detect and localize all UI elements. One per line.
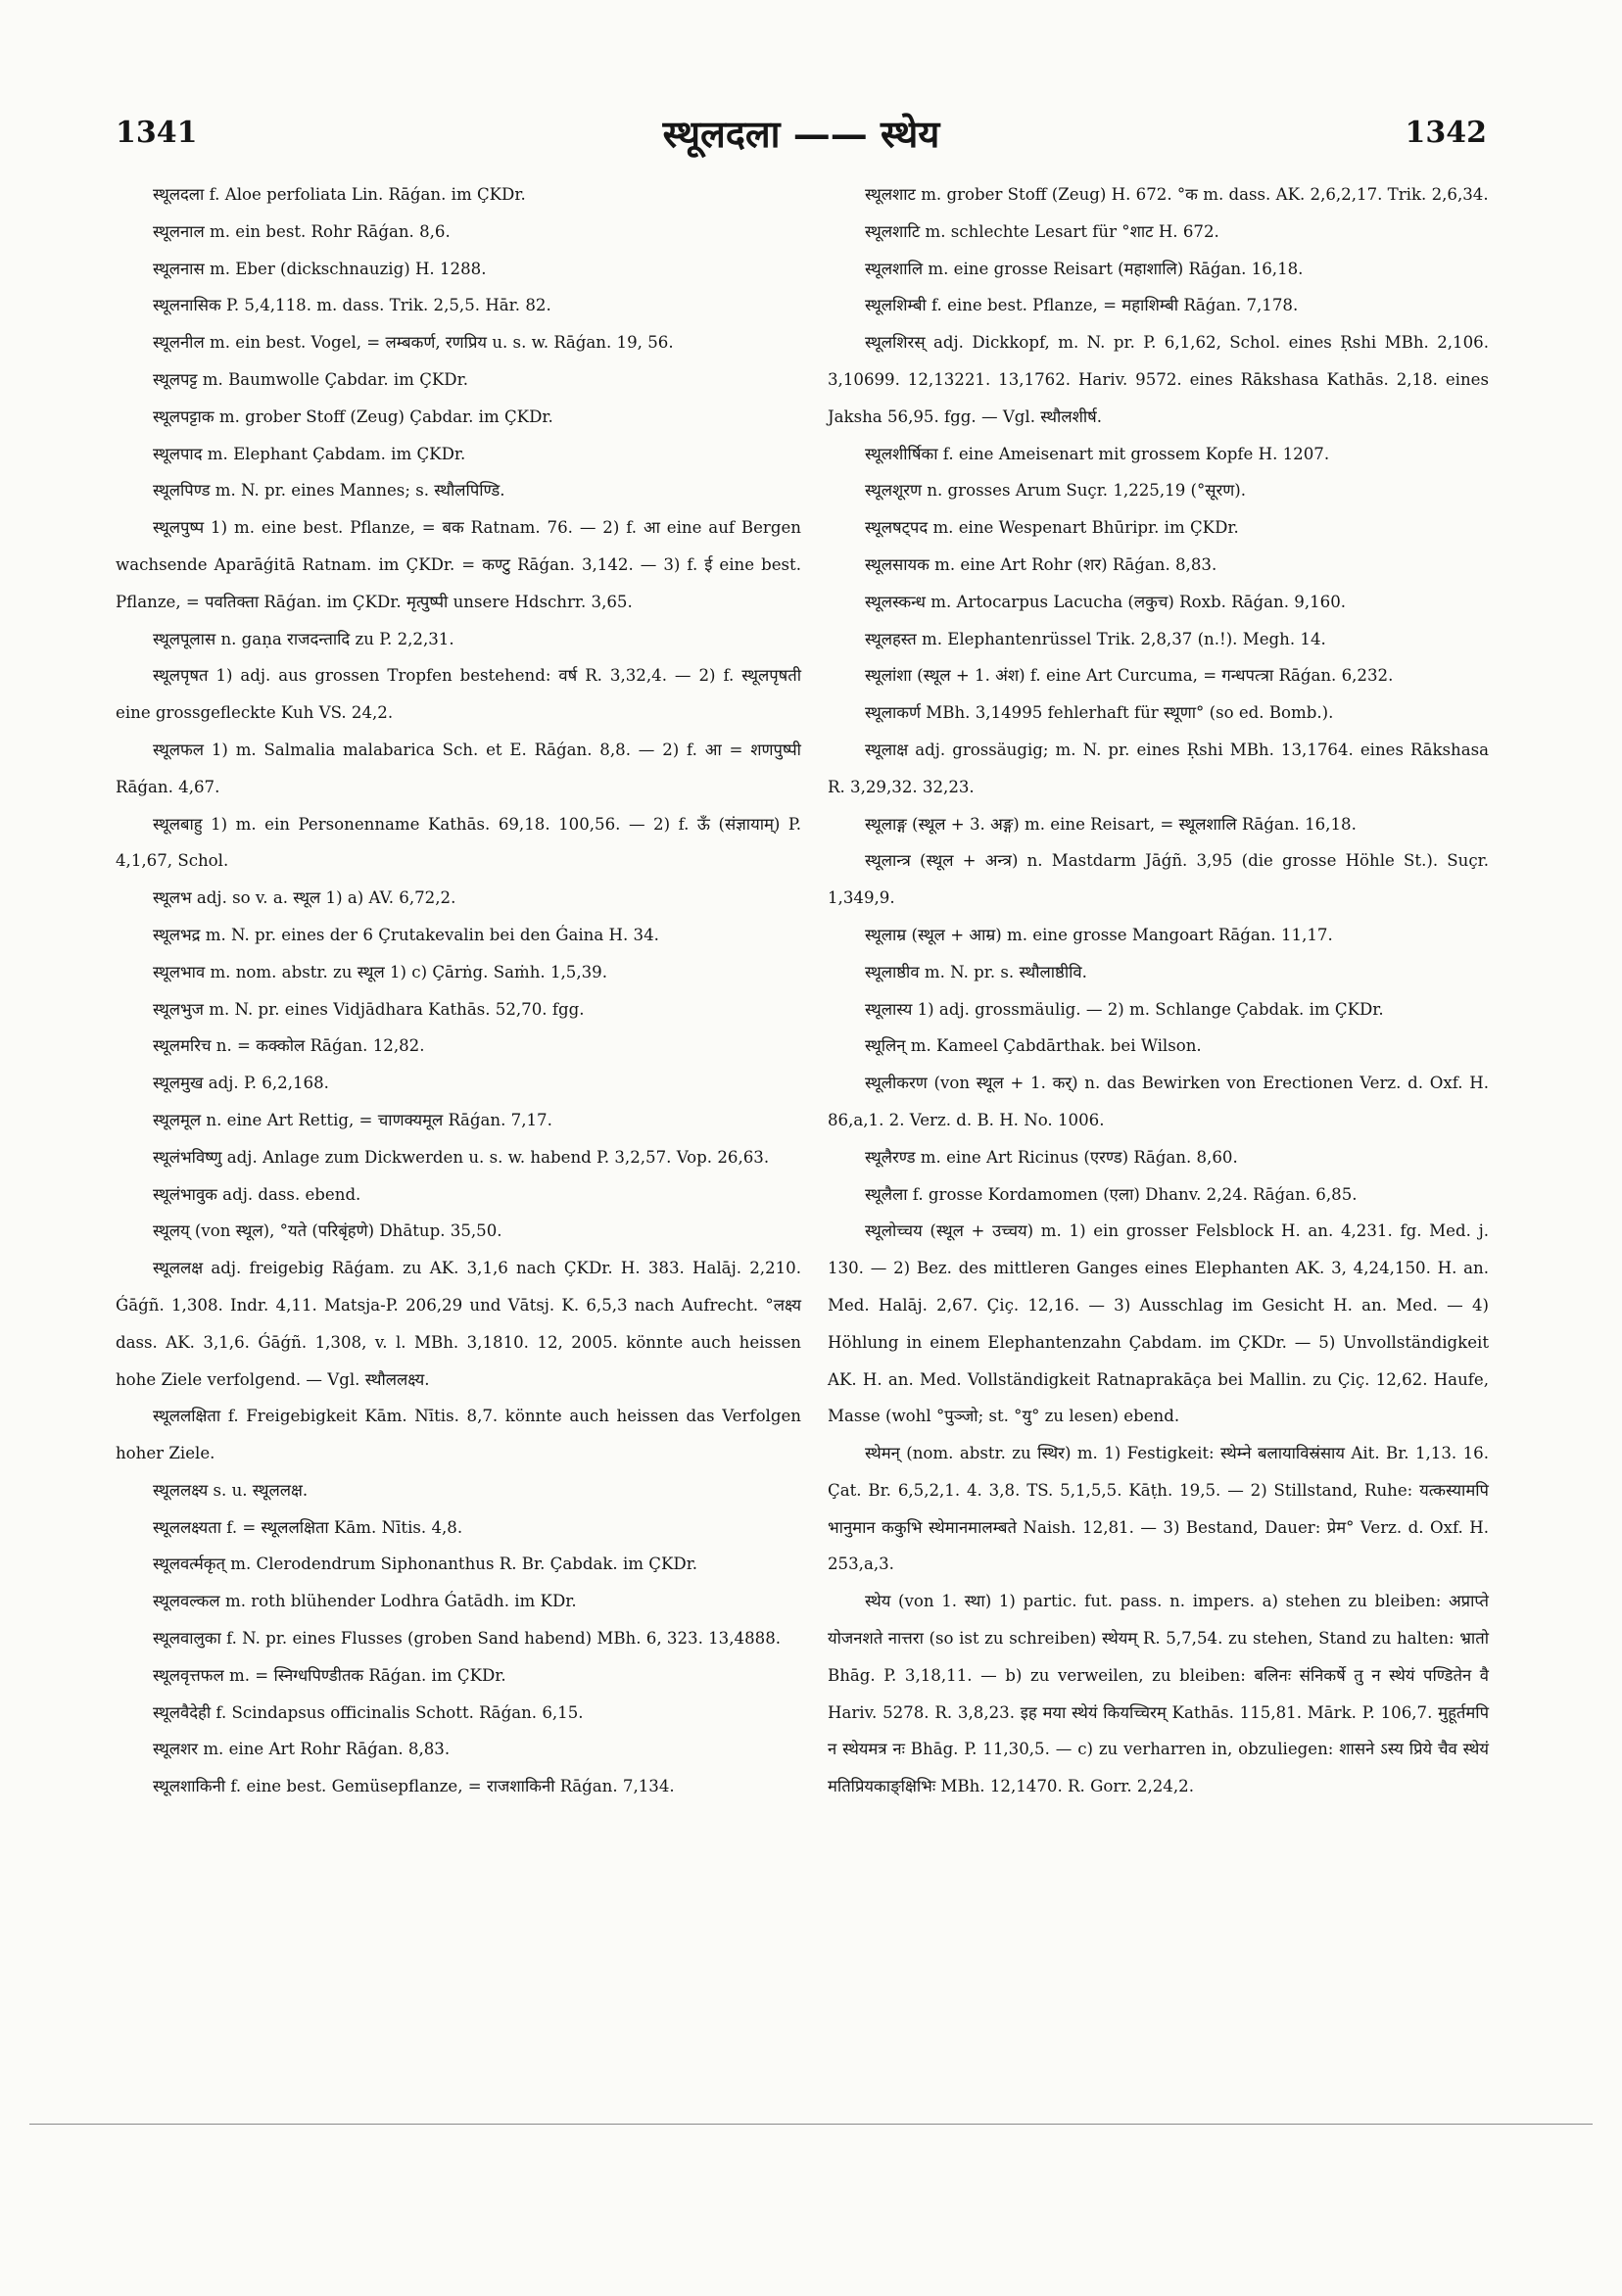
dictionary-entry: स्थूलमूल n. eine Art Rettig, = चाणक्यमूल Rāǵan. 7,17. [153, 1110, 552, 1129]
running-title: स्थूलदला —— स्थेय [662, 112, 940, 156]
dictionary-entry: स्थूलभ adj. so v. a. स्थूल 1) a) AV. 6,72,2. [153, 888, 456, 908]
dictionary-entry: स्थूलनील m. ein best. Vogel, = लम्बकर्ण, रणप्रिय u. s. w. Rāǵan. 19, 56. [153, 333, 674, 353]
dictionary-entry: स्थूलनाल m. ein best. Rohr Rāǵan. 8,6. [153, 221, 451, 241]
dictionary-entry: स्थूलवर्त्मकृत् m. Clerodendrum Siphonanthus R. Br. Çabdak. im ÇKDr. [153, 1555, 698, 1574]
dictionary-entry: स्थूलवल्कल m. roth blühender Lodhra Ǵatādh. im KDr. [153, 1592, 577, 1611]
dictionary-entry: स्थूलशिरस् adj. Dickkopf, m. N. pr. P. 6,1,62, Schol. eines Ṛshi MBh. 2,106. 3,10699. 12,13221. 13,1762. Hariv. 9572. eines Rākshasa Kathās. 2,18. eines Jaksha 56,95. fgg. — Vgl. स्थौलशीर्ष. [828, 333, 1489, 426]
dictionary-entry: स्थूलपट्ट m. Baumwolle Çabdar. im ÇKDr. [153, 369, 468, 389]
dictionary-entry: स्थूलपुष्प 1) m. eine best. Pflanze, = बक Ratnam. 76. — 2) f. आ eine auf Bergen wachsende Aparāǵitā Ratnam. im ÇKDr. = कण्टु Rāǵan. 3,142. — 3) f. ई eine best. Pflanze, = पवतिक्ता Rāǵan. im ÇKDr. मृत्पुष्पी unsere Hdschrr. 3,65. [116, 518, 801, 611]
dictionary-entry: स्थूलपिण्ड m. N. pr. eines Mannes; s. स्थौलपिण्डि. [153, 481, 505, 501]
dictionary-entry: स्थूलहस्त m. Elephantenrüssel Trik. 2,8,37 (n.!). Megh. 14. [865, 629, 1326, 648]
dictionary-entry: स्थूलंभविष्णु adj. Anlage zum Dickwerden u. s. w. habend P. 3,2,57. Vop. 26,63. [153, 1147, 770, 1167]
dictionary-entry: स्थूलपूलास n. gaṇa राजदन्तादि zu P. 2,2,31. [153, 629, 454, 648]
dictionary-entry: स्थूलस्कन्ध m. Artocarpus Lacucha (लकुच) Roxb. Rāǵan. 9,160. [865, 592, 1347, 611]
dictionary-entry: स्थूलाष्ठीव m. N. pr. s. स्थौलाष्ठीवि. [865, 962, 1087, 981]
page-number-left: 1341 [116, 116, 198, 150]
dictionary-entry: स्थूलनासिक P. 5,4,118. m. dass. Trik. 2,5,5. Hār. 82. [153, 296, 551, 315]
dictionary-entry: स्थूलोच्चय (स्थूल + उच्चय) m. 1) ein grosser Felsblock H. an. 4,231. fg. Med. j. 130. — 2) Bez. des mittleren Ganges eines Elephanten AK. 3, 4,24,150. H. an. Med. Halāj. 2,67. Çiç. 12,16. — 3) Ausschlag im Gesicht H. an. Med. — 4) Höhlung in einem Elephantenzahn Çabdam. im ÇKDr. — 5) Unvollständigkeit AK. H. an. Med. Vollständigkeit Ratnaprakāça bei Mallin. zu Çiç. 12,62. Haufe, Masse (wohl °पुञ्जो; st. °यु° zu lesen) ebend. [828, 1221, 1489, 1426]
dictionary-entry: स्थूलांशा (स्थूल + 1. अंश) f. eine Art Curcuma, = गन्धपत्त्रा Rāǵan. 6,232. [865, 666, 1394, 686]
dictionary-entry: स्थूलनास m. Eber (dickschnauzig) H. 1288. [153, 259, 487, 278]
dictionary-entry: स्थूलशाटि m. schlechte Lesart für °शाट H. 672. [865, 221, 1219, 241]
dictionary-entry: स्थूलैला f. grosse Kordamomen (एला) Dhanv. 2,24. Rāǵan. 6,85. [865, 1184, 1358, 1204]
dictionary-entry: स्थूलाकर्ण MBh. 3,14995 fehlerhaft für स्थूणा° (so ed. Bomb.). [865, 703, 1334, 723]
dictionary-entry: स्थूलपाद m. Elephant Çabdam. im ÇKDr. [153, 444, 466, 463]
dictionary-entry: स्थूलय् (von स्थूल), °यते (परिबृंहणे) Dhātup. 35,50. [153, 1221, 502, 1241]
dictionary-entry: स्थूलशाकिनी f. eine best. Gemüsepflanze, = राजशाकिनी Rāǵan. 7,134. [153, 1777, 675, 1796]
dictionary-entry: स्थूलभाव m. nom. abstr. zu स्थूल 1) c) Çārṅg. Saṁh. 1,5,39. [153, 962, 608, 981]
dictionary-entry: स्थूलषट्पद m. eine Wespenart Bhūripr. im ÇKDr. [865, 518, 1239, 538]
dictionary-entry: स्थूलशूरण n. grosses Arum Suçr. 1,225,19 (°सूरण). [865, 481, 1247, 501]
dictionary-entry: स्थूललक्षिता f. Freigebigkeit Kām. Nītis. 8,7. könnte auch heissen das Verfolgen hoher Ziele. [116, 1407, 801, 1463]
dictionary-entry: स्थूलिन् m. Kameel Çabdārthak. bei Wilson. [865, 1036, 1202, 1056]
dictionary-entry: स्थेमन् (nom. abstr. zu स्थिर) m. 1) Festigkeit: स्थेम्ने बलायाविस्रंसाय Ait. Br. 1,13. 16. Çat. Br. 6,5,2,1. 4. 3,8. TS. 5,1,5,5. Kāṭh. 19,5. — 2) Stillstand, Ruhe: यत्कस्यामपि भानुमान ककुभि स्थेमानमालम्बते Naish. 12,81. — 3) Bestand, Dauer: प्रेम° Verz. d. Oxf. H. 253,a,3. [828, 1444, 1489, 1574]
dictionary-entry: स्थूलाङ्ग (स्थूल + 3. अङ्ग) m. eine Reisart, = स्थूलशालि Rāǵan. 16,18. [865, 814, 1357, 834]
dictionary-entry: स्थूललक्ष्यता f. = स्थूललक्षिता Kām. Nītis. 4,8. [153, 1517, 463, 1537]
dictionary-entry: स्थूलसायक m. eine Art Rohr (शर) Rāǵan. 8,83. [865, 554, 1217, 574]
dictionary-entry: स्थूलपृषत 1) adj. aus grossen Tropfen bestehend: वर्ष R. 3,32,4. — 2) f. स्थूलपृषती eine grossgefleckte Kuh VS. 24,2. [116, 666, 801, 723]
dictionary-entry: स्थूलमरिच n. = कक्कोल Rāǵan. 12,82. [153, 1036, 425, 1056]
dictionary-entry: स्थूललक्ष adj. freigebig Rāǵam. zu AK. 3,1,6 nach ÇKDr. H. 383. Halāj. 2,210. Ǵāǵñ. 1,308. Indr. 4,11. Matsja-P. 206,29 und Vātsj. K. 6,5,3 nach Aufrecht. °लक्ष्य dass. AK. 3,1,6. Ǵāǵñ. 1,308, v. l. MBh. 3,1810. 12, 2005. könnte auch heissen hohe Ziele verfolgend. — Vgl. स्थौललक्ष्य. [116, 1259, 801, 1389]
dictionary-entry: स्थूलीकरण (von स्थूल + 1. कर्) n. das Bewirken von Erectionen Verz. d. Oxf. H. 86,a,1. 2. Verz. d. B. H. No. 1006. [828, 1074, 1489, 1129]
dictionary-entry: स्थूलवालुका f. N. pr. eines Flusses (groben Sand habend) MBh. 6, 323. 13,4888. [153, 1629, 782, 1649]
dictionary-entry: स्थूलैरण्ड m. eine Art Ricinus (एरण्ड) Rāǵan. 8,60. [865, 1147, 1238, 1167]
dictionary-entry: स्थूलास्य 1) adj. grossmäulig. — 2) m. Schlange Çabdak. im ÇKDr. [865, 999, 1384, 1019]
dictionary-entry: स्थूलशालि m. eine grosse Reisart (महाशालि) Rāǵan. 16,18. [865, 259, 1304, 278]
dictionary-entry: स्थूलभद्र m. N. pr. eines der 6 Çrutakevalin bei den Ǵaina H. 34. [153, 925, 659, 944]
left-column [116, 176, 801, 1805]
dictionary-entry: स्थेय (von 1. स्था) 1) partic. fut. pass. n. impers. a) stehen zu bleiben: अप्राप्ते योजनशते नात्तरा (so ist zu schreiben) स्थेयम् R. 5,7,54. zu stehen, Stand zu halten: भ्रातो Bhāg. P. 3,18,11. — b) zu verweilen, zu bleiben: बलिनः संनिकर्षे तु न स्थेयं पण्डितेन वै Hariv. 5278. R. 3,8,23. इह मया स्थेयं कियच्चिरम् Kathās. 115,81. Mārk. P. 106,7. मुहूर्तमपि न स्थेयमत्र नः Bhāg. P. 11,30,5. — c) zu verharren in, obzuliegen: शासने ऽस्य प्रिये चैव स्थेयं मतिप्रियकाङ्क्षिभिः MBh. 12,1470. R. Gorr. 2,24,2. [828, 1592, 1489, 1796]
dictionary-entry: स्थूलपट्टाक m. grober Stoff (Zeug) Çabdar. im ÇKDr. [153, 407, 553, 426]
dictionary-entry: स्थूलशीर्षिका f. eine Ameisenart mit grossem Kopfe H. 1207. [865, 444, 1330, 463]
footer-rule [29, 2124, 1593, 2125]
dictionary-entry: स्थूलंभावुक adj. dass. ebend. [153, 1184, 361, 1204]
dictionary-entry: स्थूलमुख adj. P. 6,2,168. [153, 1074, 329, 1093]
dictionary-entry: स्थूलभुज m. N. pr. eines Vidjādhara Kathās. 52,70. fgg. [153, 999, 585, 1019]
dictionary-entry: स्थूलदला f. Aloe perfoliata Lin. Rāǵan. im ÇKDr. [153, 185, 526, 204]
dictionary-entry: स्थूलशर m. eine Art Rohr Rāǵan. 8,83. [153, 1740, 451, 1759]
dictionary-entry: स्थूलबाहु 1) m. ein Personenname Kathās. 69,18. 100,56. — 2) f. ऊँ (संज्ञायाम्) P. 4,1,67, Schol. [116, 814, 801, 871]
page-number-right: 1342 [1405, 116, 1487, 150]
dictionary-entry: स्थूलाम्र (स्थूल + आम्र) m. eine grosse Mangoart Rāǵan. 11,17. [865, 925, 1333, 944]
right-column [828, 176, 1489, 1805]
dictionary-entry: स्थूलफल 1) m. Salmalia malabarica Sch. et E. Rāǵan. 8,8. — 2) f. आ = शणपुष्पी Rāǵan. 4,67. [116, 740, 801, 796]
dictionary-entry: स्थूलाक्ष adj. grossäugig; m. N. pr. eines Ṛshi MBh. 13,1764. eines Rākshasa R. 3,29,32. 32,23. [828, 740, 1489, 796]
dictionary-entry: स्थूलान्त्र (स्थूल + अन्त्र) n. Mastdarm Jāǵñ. 3,95 (die grosse Höhle St.). Suçr. 1,349,9. [828, 851, 1489, 908]
dictionary-entry: स्थूलशाट m. grober Stoff (Zeug) H. 672. °क m. dass. AK. 2,6,2,17. Trik. 2,6,34. [865, 185, 1489, 204]
page-header [116, 112, 1487, 174]
dictionary-entry: स्थूलशिम्बी f. eine best. Pflanze, = महाशिम्बी Rāǵan. 7,178. [865, 296, 1299, 315]
dictionary-entry: स्थूललक्ष्य s. u. स्थूललक्ष. [153, 1480, 309, 1500]
dictionary-entry: स्थूलवैदेही f. Scindapsus officinalis Schott. Rāǵan. 6,15. [153, 1702, 584, 1722]
dictionary-entry: स्थूलवृत्तफल m. = स्निग्धपिण्डीतक Rāǵan. im ÇKDr. [153, 1665, 506, 1685]
